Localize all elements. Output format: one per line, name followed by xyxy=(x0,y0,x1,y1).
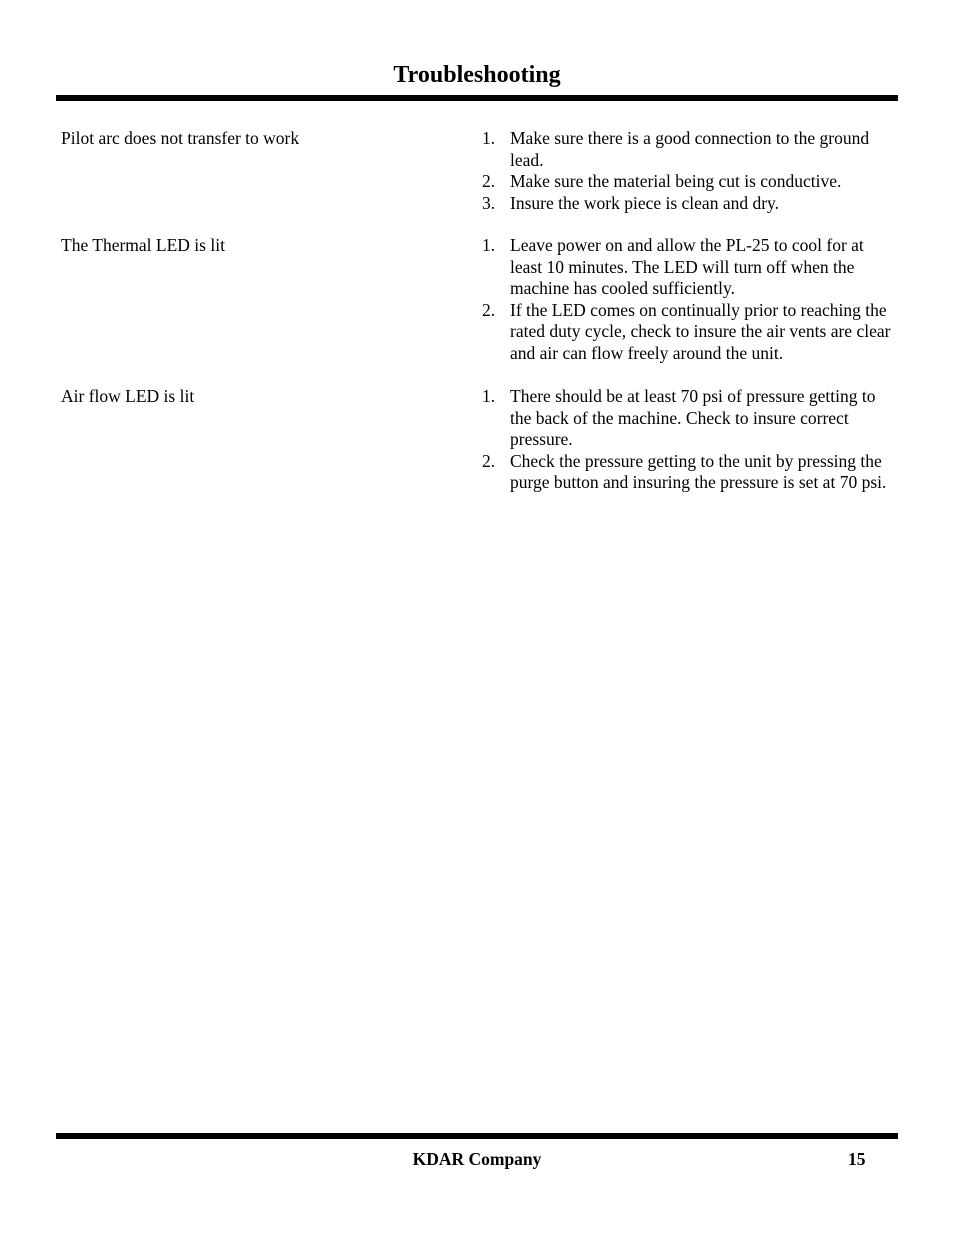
step-text: Make sure the material being cut is conductive. xyxy=(510,171,842,191)
step-number: 1. xyxy=(482,386,496,406)
step-number: 2. xyxy=(482,171,496,191)
solution-step xyxy=(474,451,898,494)
solution-step xyxy=(474,386,898,451)
problem-label: Air flow LED is lit xyxy=(61,386,195,406)
step-number: 1. xyxy=(482,128,496,148)
step-text: Insure the work piece is clean and dry. xyxy=(510,192,780,213)
footer-rule xyxy=(56,1133,898,1139)
step-text: If the LED comes on continually prior to reaching the rated duty cycle, check to insure the air vents are clear and air can flow freely around the unit. xyxy=(510,299,891,363)
solution-step xyxy=(474,193,898,215)
solution-step xyxy=(474,235,898,300)
step-number: 3. xyxy=(482,192,496,213)
step-text: There should be at least 70 psi of pressure getting to the back of the machine. Check to insure correct pressure. xyxy=(510,386,876,449)
step-number: 2. xyxy=(482,450,496,471)
step-number: 1. xyxy=(482,235,496,255)
header-rule xyxy=(56,95,898,101)
step-number: 2. xyxy=(482,299,496,320)
problem-label: Pilot arc does not transfer to work xyxy=(61,128,300,148)
page-title: Troubleshooting xyxy=(393,62,561,88)
page-number: 15 xyxy=(848,1149,866,1169)
problem-label: The Thermal LED is lit xyxy=(61,235,225,255)
step-text: Leave power on and allow the PL-25 to cool for at least 10 minutes. The LED will turn off when the machine has cooled sufficiently. xyxy=(510,235,864,298)
solution-list xyxy=(474,386,898,494)
step-text: Check the pressure getting to the unit by pressing the purge button and insuring the pressure is set at 70 psi. xyxy=(510,450,887,492)
solution-step xyxy=(474,171,898,193)
footer-company: KDAR Company xyxy=(412,1149,542,1169)
solution-list xyxy=(474,128,898,214)
step-text: Make sure there is a good connection to the ground lead. xyxy=(510,128,870,170)
solution-step xyxy=(474,128,898,171)
solution-list xyxy=(474,235,898,364)
solution-step xyxy=(474,300,898,365)
